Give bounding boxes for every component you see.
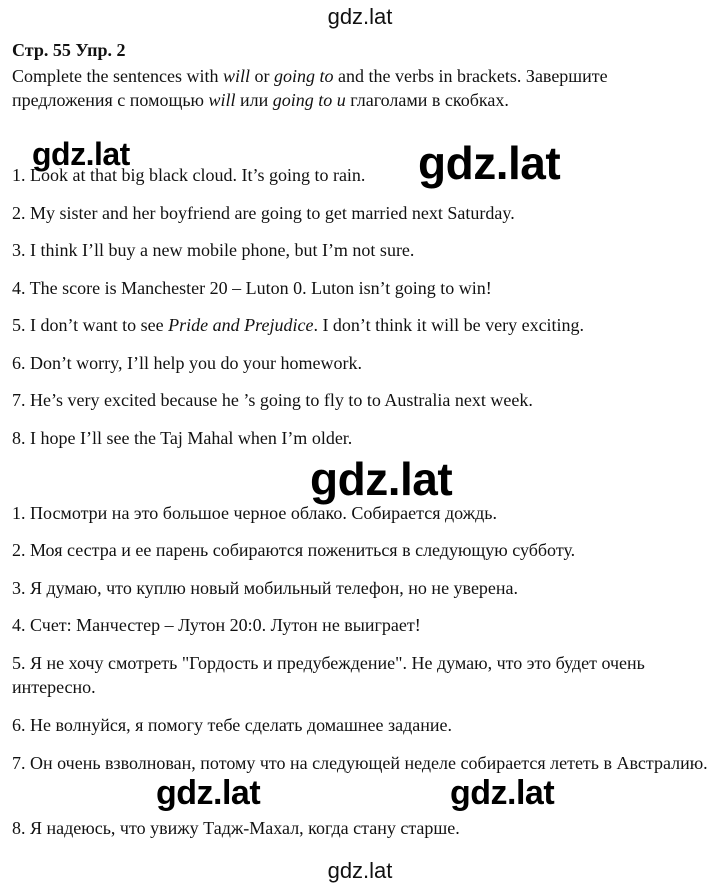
answer-line-en-7: 7. He’s very excited because he ’s going to fly to to Australia next week.	[12, 390, 533, 410]
answer-line-en-6: 6. Don’t worry, I’ll help you do your homework.	[12, 353, 362, 373]
translation-line-ru-1: 1. Посмотри на это большое черное облако. Собирается дождь.	[12, 503, 498, 523]
watermark-top: gdz.lat	[327, 4, 393, 29]
answer-line-en-4: 4. The score is Manchester 20 – Luton 0. Luton isn’t going to win!	[12, 278, 492, 298]
exercise-heading: Стр. 55 Упр. 2	[12, 40, 126, 60]
translation-line-ru-7: 7. Он очень взволнован, потому что на следующей неделе собирается лететь в Австралию.	[12, 753, 708, 773]
watermark-large: gdz.lat	[156, 774, 261, 812]
translation-line-ru-8: 8. Я надеюсь, что увижу Тадж-Махал, когда стану старше.	[12, 818, 460, 838]
answer-line-en-3: 3. I think I’ll buy a new mobile phone, but I’m not sure.	[12, 240, 415, 260]
watermark-large: gdz.lat	[450, 774, 555, 812]
answer-line-en-1: 1. Look at that big black cloud. It’s going to rain.	[12, 165, 366, 185]
answer-line-en-5: 5. I don’t want to see Pride and Prejudice. I don’t think it will be very exciting.	[12, 315, 585, 335]
exercise-instructions: Complete the sentences with will or going to and the verbs in brackets. Завершите предложения с помощью will или going to и глаголами в скобках.	[12, 66, 608, 110]
watermark-bottom: gdz.lat	[327, 858, 393, 883]
watermark-large: gdz.lat	[310, 453, 453, 505]
watermark-large: gdz.lat	[418, 137, 561, 189]
translation-line-ru-2: 2. Моя сестра и ее парень собираются пожениться в следующую субботу.	[12, 540, 576, 560]
translation-line-ru-5: 5. Я не хочу смотреть "Гордость и предубеждение". Не думаю, что это будет очень интересно.	[12, 653, 645, 697]
answer-line-en-8: 8. I hope I’ll see the Taj Mahal when I’m older.	[12, 428, 353, 448]
translation-line-ru-4: 4. Счет: Манчестер – Лутон 20:0. Лутон не выиграет!	[12, 615, 421, 635]
watermark-large: gdz.lat	[32, 136, 130, 172]
answer-line-en-2: 2. My sister and her boyfriend are going to get married next Saturday.	[12, 203, 515, 223]
translation-line-ru-6: 6. Не волнуйся, я помогу тебе сделать домашнее задание.	[12, 715, 453, 735]
translation-line-ru-3: 3. Я думаю, что куплю новый мобильный телефон, но не уверена.	[12, 578, 519, 598]
